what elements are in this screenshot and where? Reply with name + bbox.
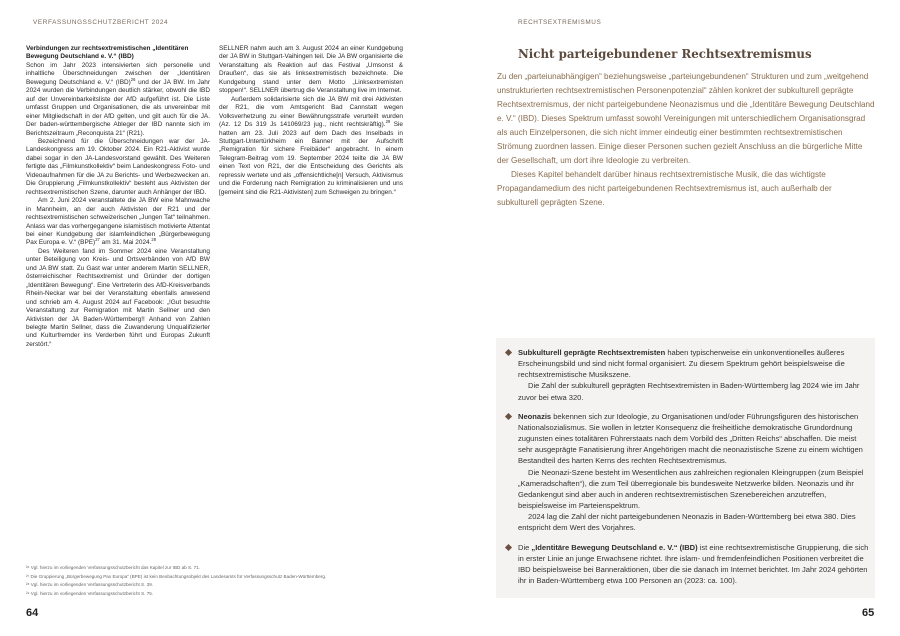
paragraph: Bezeichnend für die Überschneidungen war der JA-Landeskongress am 19. Oktober 2024. Ein R21-Aktivist wurde dabei sogar in den JA-Landesvorstand gewählt. Des Weiteren fertigte das „Filmkunstkollektiv“ beim Landeskongress Foto- und Videoaufnahmen für die JA zu Berichts- und Werbezwecken an. Die Gruppierung „Filmkunstkollektiv“ besteht aus Aktivisten der rechtsextremistischen Szene, darunter auch Anhänger der IBD. <box>26 137 210 196</box>
diamond-bullet-icon <box>505 349 512 356</box>
footnote: ²⁹ Vgl. hierzu im vorliegenden Verfassungsschutzbericht S. 75. <box>26 590 154 596</box>
paragraph: Zu den „parteiunabhängigen“ beziehungsweise „parteiungebundenen“ Strukturen und zum „weitgehend unstrukturierten rechtsextremistischen Personenpotenzial“ zählen konkret der subkulturell geprägte Rechtsextremismus, der nicht parteigebundene Neonazismus und die „Identitäre Bewegung Deutschland e. V.“ (IBD). Dieses Spektrum umfasst sowohl Vereinigungen mit unterschiedlichem Organisationsgrad als auch Einzelpersonen, die sich nicht immer eindeutig einer bestimmten rechtsextremistischen Strömung zuordnen lassen. Einige dieser Personen suchen gezielt Anschluss an die bürgerliche Mitte der Gesellschaft, um dort ihre Ideologie zu verbreiten. <box>497 72 875 166</box>
paragraph: Außerdem solidarisierte sich die JA BW mit drei Aktivisten der R21, die vom Amtsgericht Bad Cannstatt wegen Volksverhetzung zu einer Bewährungsstrafe verurteilt wurden (Az. 12 Ds 319 Js 141069/23 jug., nicht rechtskräftig).$^{29}$ Sie hatten am 23. Juli 2023 auf dem Dach des Inselbads in Stuttgart-Untertürkheim ein Banner mit der Aufschrift „Remigration für sichere Freibäder“ angebracht. In einem Telegram-Beitrag vom 19. September 2024 teilte die JA BW einen Text von R21, der die Entscheidung des Gerichts als repressiv wertete und als „offensichtliche[n] Versuch, Aktivismus und die Forderung nach Remigration zu kriminalisieren und uns [gemeint sind die R21-Aktivisten] zum Schweigen zu bringen.“ <box>219 95 404 196</box>
paragraph: Am 2. Juni 2024 veranstaltete die JA BW eine Mahnwache in Mannheim, an der auch Aktivisten der R21 und der rechtsextremistischen schweizerischen „Jungen Tat“ teilnahmen. Anlass war das vorhergegangene islamistisch motivierte Attentat bei einer Kundgebung der islamfeindlichen „Bürgerbewegung Pax Europa e. V.“ (BPE)$^{27}$ am 31. Mai 2024.28 <box>26 197 210 247</box>
left-column-2 <box>219 45 403 197</box>
paragraph: Dieses Kapitel behandelt darüber hinaus rechtsextremistische Musik, die das wichtigste Propagandamedium des nicht parteigebundenen Rechtsextremismus ist, auch außerhalb der subkulturell geprägten Szene. <box>497 170 832 208</box>
list-item: Die „Identitäre Bewegung Deutschland e. V.“ (IBD) ist eine rechtsextremistische Gruppierung, die sich in erster Linie an junge Erwachsene richtet. Ihre islam- und fremdenfeindlichen Positionen verbreitet die IBD beispielsweise bei Banneraktionen, über die sie danach im Internet berichtet. Im Jahr 2024 gehörten ihr in Baden-Württemberg etwa 100 Personen an (2023: ca. 100). <box>505 542 869 587</box>
footnote: ²⁷ Die Gruppierung „Bürgerbewegung Pax Europa“ (BPE) ist kein Beobachtungsobjekt des Landesamts für Verfassungsschutz Baden-Württemberg. <box>26 573 327 579</box>
paragraph: Schon im Jahr 2023 intensivierten sich personelle und inhaltliche Überschneidungen zwischen der „Identitären Bewegung Deutschland e. V.“ (IBD)$^{26}$ und der JA BW. Im Jahr 2024 wurden die Verbindungen deutlich stärker, obwohl die IBD auf der Unvereinbarkeitsliste der AfD aufgeführt ist. Die Liste umfasst Gruppen und Organisationen, die als unvereinbar mit einer Mitgliedschaft in der AfD gelten, und gilt auch für die JA. Der baden-württembergische Ableger der IBD nannte sich im Berichtszeitraum „Reconquista 21“ (R21). <box>26 61 210 137</box>
running-head-right: RECHTSEXTREMISMUS <box>518 19 602 26</box>
page-number-left: 64 <box>26 607 39 619</box>
diamond-bullet-icon <box>505 543 512 550</box>
running-head-left: VERFASSUNGSSCHUTZBERICHT 2024 <box>33 19 169 26</box>
footnotes <box>26 564 406 598</box>
footnote: ²⁸ Vgl. hierzu im vorliegenden Verfassungsschutzbericht S. 39. <box>26 582 154 588</box>
footnote-ref[interactable]: 27 <box>95 237 100 243</box>
intro-text <box>497 70 875 210</box>
paragraph: Des Weiteren fand im Sommer 2024 eine Veranstaltung unter Beteiligung von Kreis- und Ortsverbänden von AfD BW und JA BW statt. Zu Gast war unter anderem Martin SELLNER, österreichischer Rechtsextremist und Gründer der dortigen „Identitären Bewegung“. Eine Vertreterin des AfD-Kreisverbands Rhein-Neckar war bei der Veranstaltung ebenfalls anwesend und schrieb am 4. August 2024 auf Facebook: „!Gut besuchte Veranstaltung zur Remigration mit Martin Sellner und den Aktivisten der JA Baden-Württemberg!! Anhand von Zahlen belegte Martin Sellner, dass die Zuwanderung Unqualifizierter und Kulturfremder ins Verderben führt und Europas Zukunft zerstört.“ <box>26 247 210 348</box>
footnote-ref[interactable]: 26 <box>130 76 136 82</box>
page-number-right: 65 <box>862 607 875 619</box>
left-column-1 <box>26 45 210 349</box>
footnote-ref[interactable]: 28 <box>151 237 157 243</box>
paragraph: SELLNER nahm auch am 3. August 2024 an einer Kundgebung der JA BW in Stuttgart-Vaihingen teil. Die JA BW organisierte die Veranstaltung als Reaktion auf das Festival „Umsonst & Draußen“, das sie als linksextremistisch bezeichnete. Die Kundgebung stand unter dem Motto „Linksextremisten stoppen!“. SELLNER übertrug die Veranstaltung live im Internet. <box>219 45 403 95</box>
subsection-heading: Verbindungen zur rechtsextremistischen „Identitären Bewegung Deutschland e. V.“ (IBD) <box>26 45 189 61</box>
list-item: Subkulturell geprägte Rechtsextremisten haben typischerweise ein unkonventionelles äußeres Erscheinungsbild und sind nicht formal organisiert. Zu diesem Spektrum gehört beispielsweise die rechtsextremistische Musikszene. Die Zahl der subkulturell geprägten Rechtsextremisten in Baden-Württemberg lag 2024 wie im Jahr zuvor bei etwa 320. <box>505 347 869 403</box>
footnote-ref[interactable]: 29 <box>385 118 391 124</box>
bullet-list <box>505 347 869 594</box>
list-item: Neonazis bekennen sich zur Ideologie, zu Organisationen und/oder Führungsfiguren des historischen Nationalsozialismus. Sie wollen in letzter Konsequenz die freiheitliche demokratische Grundordnung zugunsten eines totalitären Führerstaats nach dem Vorbild des „Dritten Reichs“ abschaffen. Die meist sehr ausgeprägte Fanatisierung ihrer Angehörigen macht die neonazistische Szene zu einem wichtigen Bestandteil des harten Kerns des rechten Rechtsextremismus. Die Neonazi-Szene besteht im Wesentlichen aus zahlreichen regionalen Kleingruppen (zum Beispiel „Kameradschaften“), die zum Teil überregionale bis bundesweite Netzwerke bilden. Neonazis und ihr Gedankengut sind aber auch in anderen rechtsextremistischen Szenebereichen anzutreffen, beispielsweise im Parteienspektrum. 2024 lag die Zahl der nicht parteigebundenen Neonazis in Baden-Württemberg bei etwa 380. Dies entspricht dem Wert des Vorjahres. <box>505 411 869 534</box>
diamond-bullet-icon <box>505 413 512 420</box>
footnote: ²⁶ Vgl. hierzu im vorliegenden Verfassungsschutzbericht das Kapitel zur IBD ab S. 71. <box>26 565 200 570</box>
section-title: Nicht parteigebundener Rechtsextremismus <box>518 47 812 61</box>
